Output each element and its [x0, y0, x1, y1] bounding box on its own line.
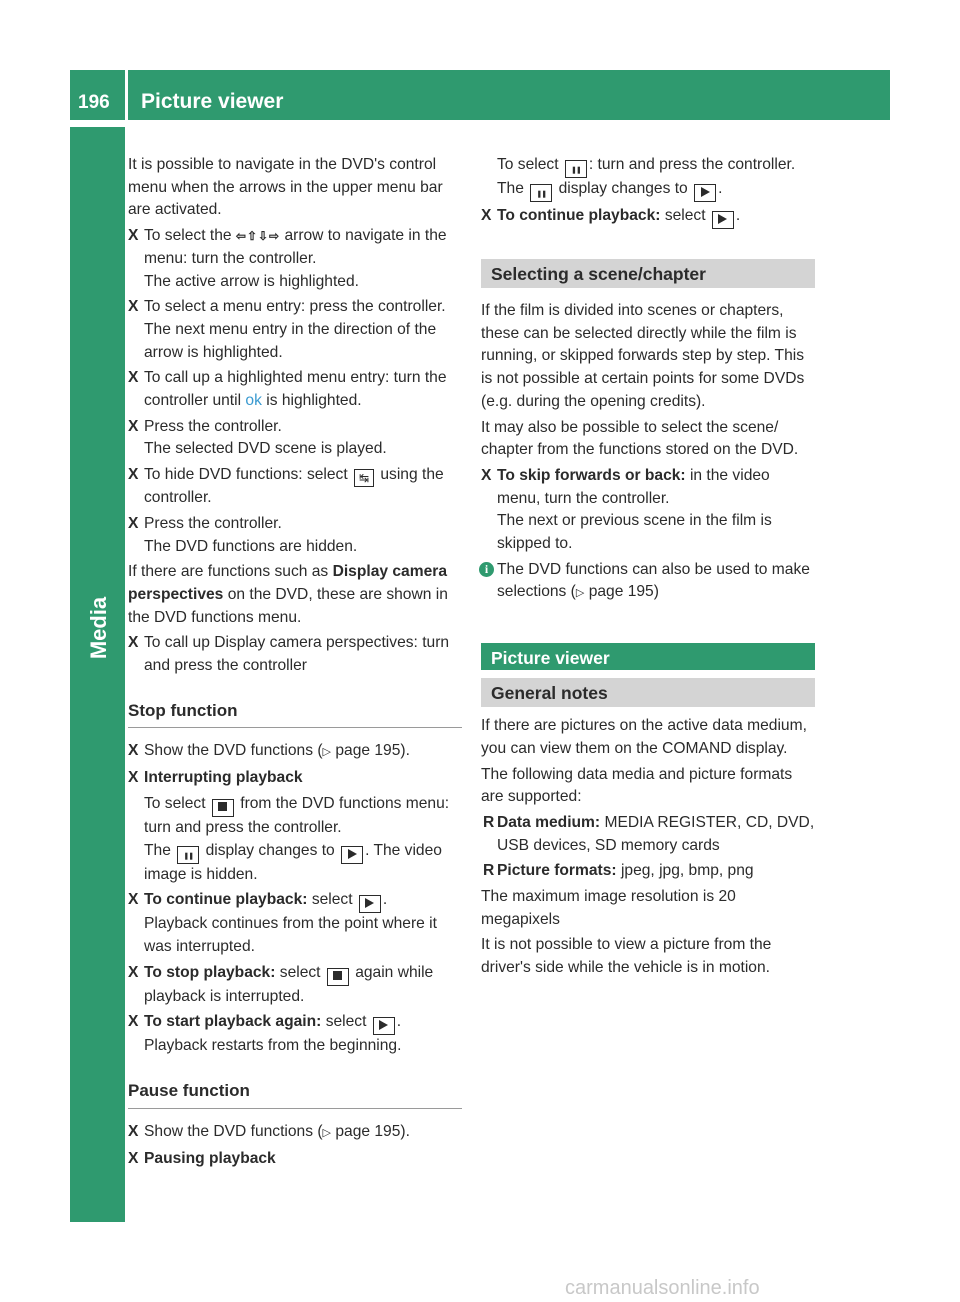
- instruction-marker-icon: X: [128, 298, 139, 316]
- instruction-marker-icon: X: [128, 891, 139, 909]
- instruction-marker-icon: X: [128, 769, 139, 787]
- right-column: [481, 154, 815, 983]
- instruction-marker-icon: X: [128, 417, 139, 435]
- instruction-item: X To call up a highlighted menu entry: turn the controller until ok is highlighted.: [128, 369, 447, 410]
- instruction-item: X To hide DVD functions: select ↹ using the controller.: [128, 464, 462, 510]
- page-title: Picture viewer: [141, 90, 284, 113]
- instruction-marker-icon: X: [481, 466, 492, 484]
- scene-chapter-heading: Selecting a scene/chapter: [481, 259, 815, 288]
- instruction-marker-icon: X: [128, 1013, 139, 1031]
- left-column: [128, 154, 462, 1173]
- instruction-item: X Show the DVD functions (▷ page 195).: [128, 740, 462, 764]
- side-tab-label: Media: [86, 596, 111, 660]
- page-ref-arrow-icon: ▷: [575, 587, 585, 600]
- pause-function-heading: Pause function: [128, 1068, 462, 1109]
- instruction-item: X To start playback again: select . Playback restarts from the beginning.: [128, 1013, 402, 1055]
- play-icon: [712, 211, 734, 229]
- general-notes-paragraph: If there are pictures on the active data medium, you can view them on the COMAND display.: [481, 717, 807, 757]
- instruction-item: X To continue playback: select .: [481, 205, 815, 229]
- stop-icon: [212, 799, 234, 817]
- scene-paragraph: It may also be possible to select the scene/ chapter from the functions stored on the DVD.: [481, 418, 799, 459]
- instruction-item: X Press the controller. The selected DVD scene is played.: [128, 417, 387, 458]
- instruction-item: X Pausing playback: [128, 1148, 462, 1171]
- header-divider: [125, 70, 128, 120]
- play-icon: [373, 1017, 395, 1035]
- instruction-marker-icon: X: [128, 1149, 139, 1167]
- play-icon: [341, 846, 363, 864]
- pause-details: To select ❚❚ : turn and press the controller. The ❚❚ display changes to .: [481, 154, 815, 202]
- instruction-item: X To select the ⇦⇧⇩⇨ arrow to navigate in the menu: turn the controller. The active arrow is highlighted.: [128, 227, 447, 290]
- instruction-item: X To stop playback: select again while playback is interrupted.: [128, 963, 434, 1005]
- instruction-marker-icon: X: [128, 742, 139, 760]
- instruction-item: X To select a menu entry: press the controller. The next menu entry in the direction of the arrow is highlighted.: [128, 298, 446, 361]
- watermark: carmanualsonline.info: [565, 1277, 760, 1299]
- instruction-item: X To call up Display camera perspectives: turn and press the controller: [128, 634, 450, 675]
- instruction-marker-icon: X: [128, 514, 139, 532]
- list-item: R Picture formats: jpeg, jpg, bmp, png: [481, 860, 815, 883]
- picture-viewer-heading: Picture viewer: [481, 643, 815, 670]
- bullet-icon: R: [483, 813, 495, 831]
- general-notes-paragraph: The maximum image resolution is 20 megapixels: [481, 888, 736, 928]
- intro-paragraph: It is possible to navigate in the DVD's control menu when the arrows in the upper menu bar are activated.: [128, 156, 443, 219]
- instruction-item: X Show the DVD functions (▷ page 195).: [128, 1121, 462, 1145]
- play-icon: [694, 184, 716, 202]
- instruction-marker-icon: X: [128, 634, 139, 652]
- page-ref-arrow-icon: ▷: [322, 1126, 332, 1139]
- instruction-item: X Press the controller. The DVD functions are hidden.: [128, 514, 358, 555]
- general-notes-paragraph: The following data media and picture formats are supported:: [481, 765, 793, 806]
- instruction-marker-icon: X: [128, 227, 139, 245]
- play-icon: [359, 895, 381, 913]
- functions-paragraph: If there are functions such as Display camera perspectives on the DVD, these are shown in the DVD functions menu.: [128, 563, 448, 626]
- info-note: i The DVD functions can also be used to make selections (▷ page 195): [481, 559, 815, 605]
- bullet-icon: R: [483, 862, 495, 880]
- instruction-marker-icon: X: [128, 963, 139, 981]
- instruction-item: X To skip forwards or back: in the video menu, turn the controller. The next or previous scene in the film is skipped to.: [481, 466, 772, 553]
- instruction-marker-icon: X: [481, 207, 492, 224]
- instruction-item: X Interrupting playback: [128, 767, 462, 790]
- pause-icon: [177, 846, 199, 864]
- pause-icon: [565, 160, 587, 178]
- navigation-arrows-icon: ⇦⇧⇩⇨: [235, 229, 281, 244]
- scene-paragraph: If the film is divided into scenes or chapters, these can be selected directly while the film is running, or skipped forwards step by step. This is not possible at certain points for some DVDs (e.g. during the opening credits).: [481, 302, 805, 410]
- info-icon: i: [479, 562, 494, 577]
- ok-display-text: ok: [245, 392, 262, 410]
- general-notes-paragraph: It is not possible to view a picture from the driver's side while the vehicle is in motion.: [481, 936, 772, 977]
- instruction-item: X To continue playback: select . Playback continues from the point where it was interrupted.: [128, 891, 437, 955]
- instruction-marker-icon: X: [128, 466, 139, 484]
- stop-function-heading: Stop function: [128, 688, 462, 729]
- back-icon: [354, 469, 374, 487]
- pause-icon: [530, 184, 552, 202]
- general-notes-heading: General notes: [481, 678, 815, 707]
- side-tab: [70, 127, 125, 1222]
- interrupt-details: To select from the DVD functions menu: turn and press the controller. The ❚❚ display changes to . The video image is hidden.: [128, 793, 462, 886]
- page-ref-arrow-icon: ▷: [322, 746, 332, 759]
- instruction-marker-icon: X: [128, 1122, 139, 1140]
- list-item: R Data medium: MEDIA REGISTER, CD, DVD, USB devices, SD memory cards: [483, 813, 815, 854]
- instruction-marker-icon: X: [128, 369, 139, 387]
- stop-icon: [327, 968, 349, 986]
- page-number: 196: [78, 92, 110, 113]
